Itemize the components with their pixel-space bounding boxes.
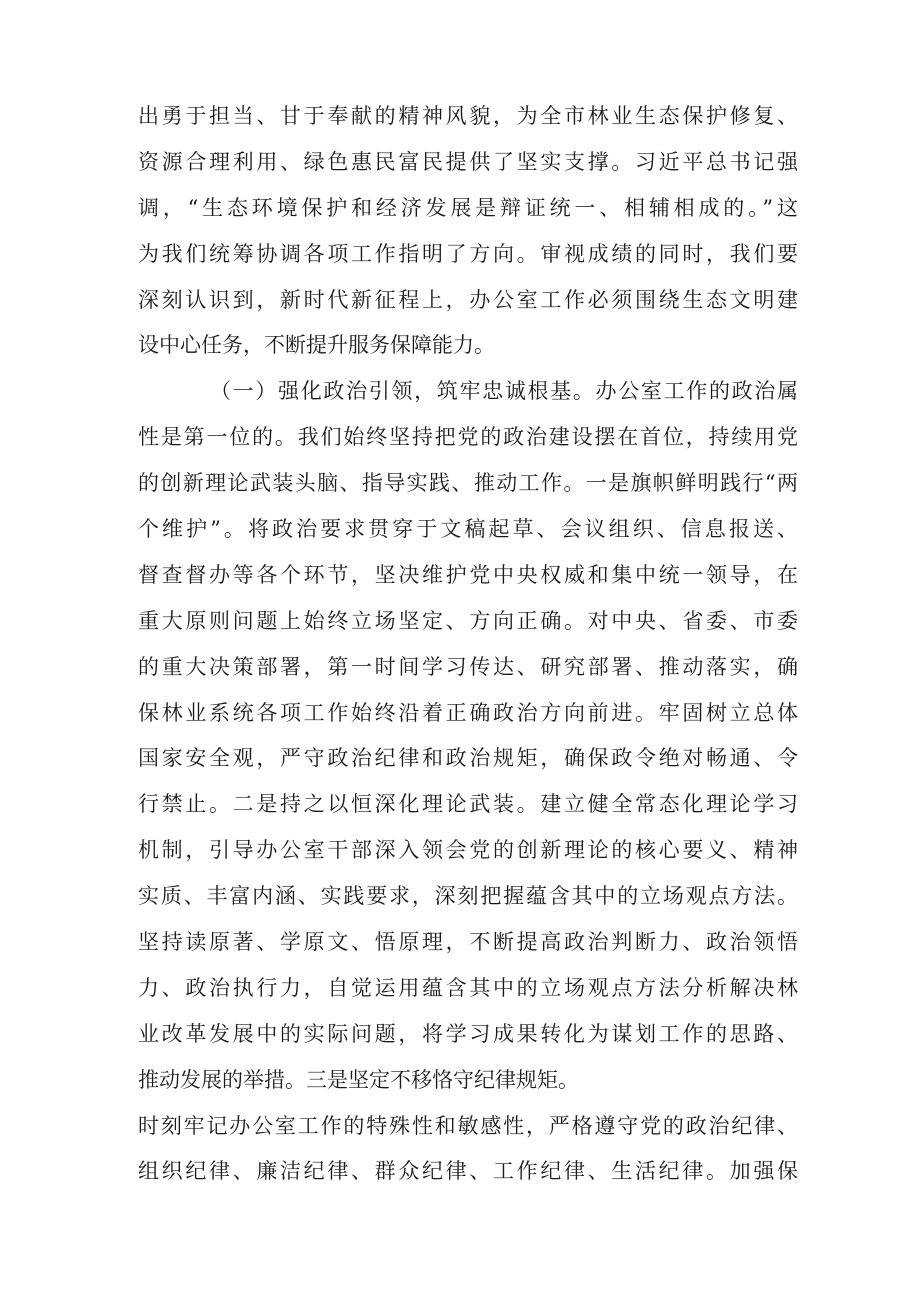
text-line: 机制，引导办公室干部深入领会党的创新理论的核心要义、精神 bbox=[138, 838, 798, 863]
text-line: 时刻牢记办公室工作的特殊性和敏感性，严格遵守党的政治纪律、 bbox=[138, 1113, 798, 1138]
text-line: 个维护”。将政治要求贯穿于文稿起草、会议组织、信息报送、 bbox=[138, 517, 798, 542]
text-line: 调，“生态环境保护和经济发展是辩证统一、相辅相成的。”这 bbox=[138, 195, 798, 220]
text-line: 组织纪律、廉洁纪律、群众纪律、工作纪律、生活纪律。加强保 bbox=[138, 1159, 798, 1184]
text-line: 的创新理论武装头脑、指导实践、推动工作。一是旗帜鲜明践行“两 bbox=[138, 471, 798, 496]
text-line: 国家安全观，严守政治纪律和政治规矩，确保政令绝对畅通、令 bbox=[138, 746, 798, 771]
text-line: 坚持读原著、学原文、悟原理，不断提高政治判断力、政治领悟 bbox=[138, 930, 798, 955]
text-line: 出勇于担当、甘于奉献的精神风貌，为全市林业生态保护修复、 bbox=[138, 104, 798, 128]
text-line: 行禁止。二是持之以恒深化理论武装。建立健全常态化理论学习 bbox=[138, 792, 798, 817]
text-line: 实质、丰富内涵、实践要求，深刻把握蕴含其中的立场观点方法。 bbox=[138, 884, 798, 909]
body-text bbox=[138, 94, 798, 1195]
text-line: 保林业系统各项工作始终沿着正确政治方向前进。牢固树立总体 bbox=[138, 700, 798, 725]
text-line: 督查督办等各个环节，坚决维护党中央权威和集中统一领导，在 bbox=[138, 562, 798, 587]
text-line: 业改革发展中的实际问题，将学习成果转化为谋划工作的思路、 bbox=[138, 1021, 798, 1046]
text-line: 设中心任务，不断提升服务保障能力。 bbox=[138, 333, 495, 358]
text-line: 资源合理利用、绿色惠民富民提供了坚实支撑。习近平总书记强 bbox=[138, 149, 798, 174]
text-line: 为我们统筹协调各项工作指明了方向。审视成绩的同时，我们要 bbox=[138, 241, 798, 266]
text-line: （一）强化政治引领，筑牢忠诚根基。办公室工作的政治属 bbox=[210, 379, 798, 404]
text-line: 重大原则问题上始终立场坚定、方向正确。对中央、省委、市委 bbox=[138, 608, 798, 633]
text-line: 的重大决策部署，第一时间学习传达、研究部署、推动落实，确 bbox=[138, 654, 798, 679]
text-line: 性是第一位的。我们始终坚持把党的政治建设摆在首位，持续用党 bbox=[138, 425, 798, 450]
text-line: 推动发展的举措。三是坚定不移恪守纪律规矩。 bbox=[138, 1067, 579, 1092]
text-line: 深刻认识到，新时代新征程上，办公室工作必须围绕生态文明建 bbox=[138, 287, 798, 312]
text-line: 力、政治执行力，自觉运用蕴含其中的立场观点方法分析解决林 bbox=[138, 975, 798, 1000]
